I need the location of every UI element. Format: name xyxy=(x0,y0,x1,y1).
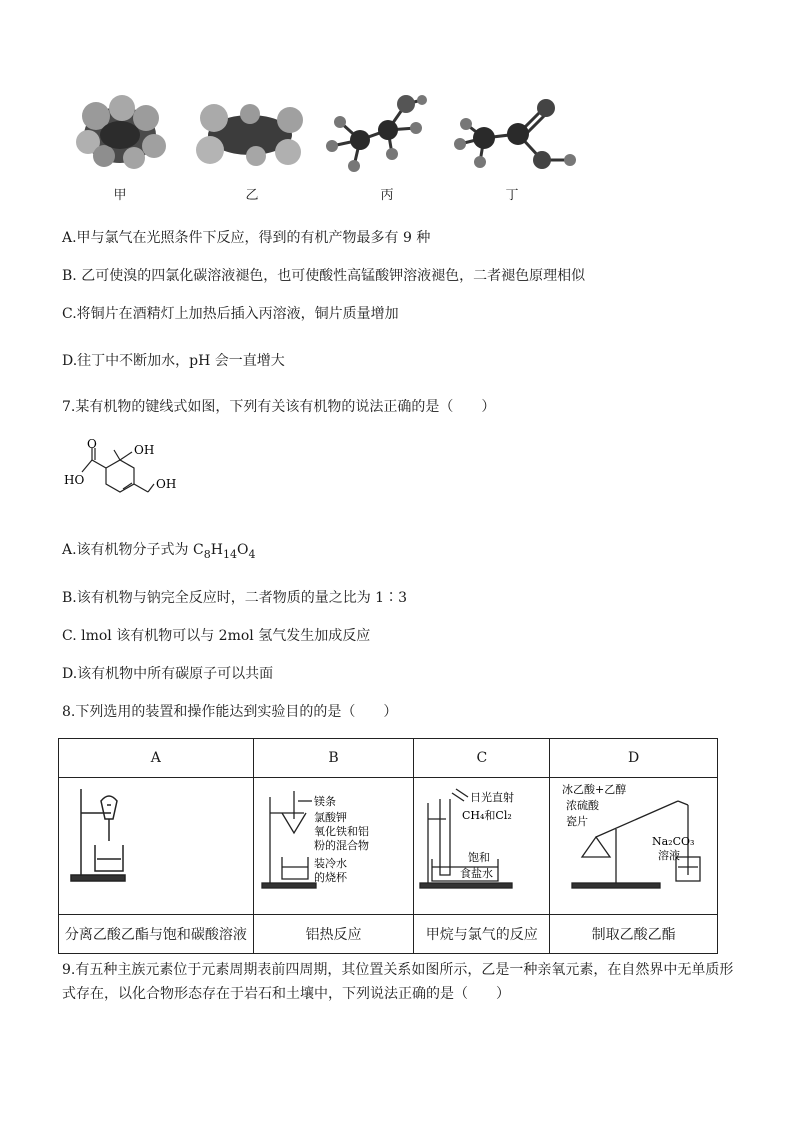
q7-option-a xyxy=(62,540,255,565)
q7-structure-svg xyxy=(62,438,202,510)
q7-option-c: C. lmol 该有机物可以与 2mol 氢气发生加成反应 xyxy=(62,628,371,644)
q8-caption-a: 分离乙酸乙酯与饱和碳酸溶液 xyxy=(59,915,254,954)
q7-stem: 7.某有机物的键线式如图，下列有关该有机物的说法正确的是（ ） xyxy=(62,399,496,415)
c-label-4: 食盐水 xyxy=(459,867,493,880)
molecule-bing xyxy=(326,95,427,172)
q6-option-a: A.甲与氯气在光照条件下反应，得到的有机产物最多有 9 种 xyxy=(62,230,431,246)
c-label-2: CH₄和Cl₂ xyxy=(461,809,512,822)
q8-header-d: D xyxy=(550,739,718,778)
q8-stem: 8.下列选用的装置和操作能达到实验目的的是（ ） xyxy=(62,704,398,720)
q7-label-o: O xyxy=(87,438,97,451)
thermite-diagram xyxy=(256,779,412,909)
molecule-images xyxy=(70,90,590,180)
ethyl-acetate-diagram xyxy=(552,779,716,909)
q6-option-d: D.往丁中不断加水，pH 会一直增大 xyxy=(62,353,285,369)
molecule-ding xyxy=(454,99,576,169)
d-label-3: 瓷片 xyxy=(565,815,588,828)
q7-o: O xyxy=(236,542,249,558)
q7-label-oh-top: OH xyxy=(134,443,155,457)
b-label-3: 氧化铁和铝 xyxy=(313,825,369,838)
b-label-2: 氯酸钾 xyxy=(313,811,347,824)
b-label-4: 粉的混合物 xyxy=(313,839,369,852)
q7-sub-c: 8 xyxy=(203,547,211,561)
d-label-5: 溶液 xyxy=(657,849,680,862)
q8-apparatus-b xyxy=(253,778,414,915)
q7-h: H xyxy=(210,542,223,558)
separatory-funnel-diagram xyxy=(61,779,251,909)
c-label-3: 饱和 xyxy=(467,851,490,864)
molecule-label-bing: 丙 xyxy=(380,188,394,203)
q8-caption-b: 铝热反应 xyxy=(253,915,414,954)
q8-caption-c: 甲烷与氯气的反应 xyxy=(414,915,550,954)
b-label-6: 的烧杯 xyxy=(313,871,347,884)
molecule-label-ding: 丁 xyxy=(505,188,519,203)
q7-option-d: D.该有机物中所有碳原子可以共面 xyxy=(62,666,274,682)
q7-label-ho: HO xyxy=(64,473,85,487)
q8-header-b: B xyxy=(253,739,414,778)
d-label-2: 浓硫酸 xyxy=(565,799,599,812)
molecule-jia xyxy=(76,95,166,169)
q8-apparatus-c xyxy=(414,778,550,915)
q6-option-b: B. 乙可使溴的四氯化碳溶液褪色，也可使酸性高锰酸钾溶液褪色，二者褪色原理相似 xyxy=(62,268,586,284)
q7-option-a-prefix: A.该有机物分子式为 C xyxy=(62,542,204,558)
q9-stem-line2: 式存在，以化合物形态存在于岩石和土壤中，下列说法正确的是（ ） xyxy=(62,986,510,1002)
b-label-5: 装冷水 xyxy=(313,857,347,870)
q8-header-a: A xyxy=(59,739,254,778)
q8-apparatus-d xyxy=(550,778,718,915)
c-label-1: 日光直射 xyxy=(469,791,514,804)
methane-chlorine-diagram xyxy=(416,779,548,909)
molecule-label-yi: 乙 xyxy=(245,188,259,203)
q7-option-b: B.该有机物与钠完全反应时，二者物质的量之比为 1∶3 xyxy=(62,590,408,606)
b-label-1: 镁条 xyxy=(313,795,336,808)
d-label-1: 冰乙酸+乙醇 xyxy=(561,783,626,796)
molecule-models xyxy=(70,90,590,180)
q6-option-c: C.将铜片在酒精灯上加热后插入丙溶液，铜片质量增加 xyxy=(62,306,399,322)
q8-table xyxy=(58,738,718,954)
q7-structure xyxy=(62,438,202,510)
q9-stem-line1: 9.有五种主族元素位于元素周期表前四周期，其位置关系如图所示，乙是一种亲氧元素，在自然界中无单质形 xyxy=(62,962,734,978)
q7-sub-o: 4 xyxy=(248,547,256,561)
molecule-yi xyxy=(196,104,303,166)
q8-apparatus-a xyxy=(59,778,254,915)
d-label-4: Na₂CO₃ xyxy=(651,835,695,848)
q7-label-oh-right: OH xyxy=(156,477,177,491)
q7-sub-h: 14 xyxy=(222,547,237,561)
q8-header-c: C xyxy=(414,739,550,778)
molecule-label-jia: 甲 xyxy=(113,188,127,203)
q8-caption-d: 制取乙酸乙酯 xyxy=(550,915,718,954)
